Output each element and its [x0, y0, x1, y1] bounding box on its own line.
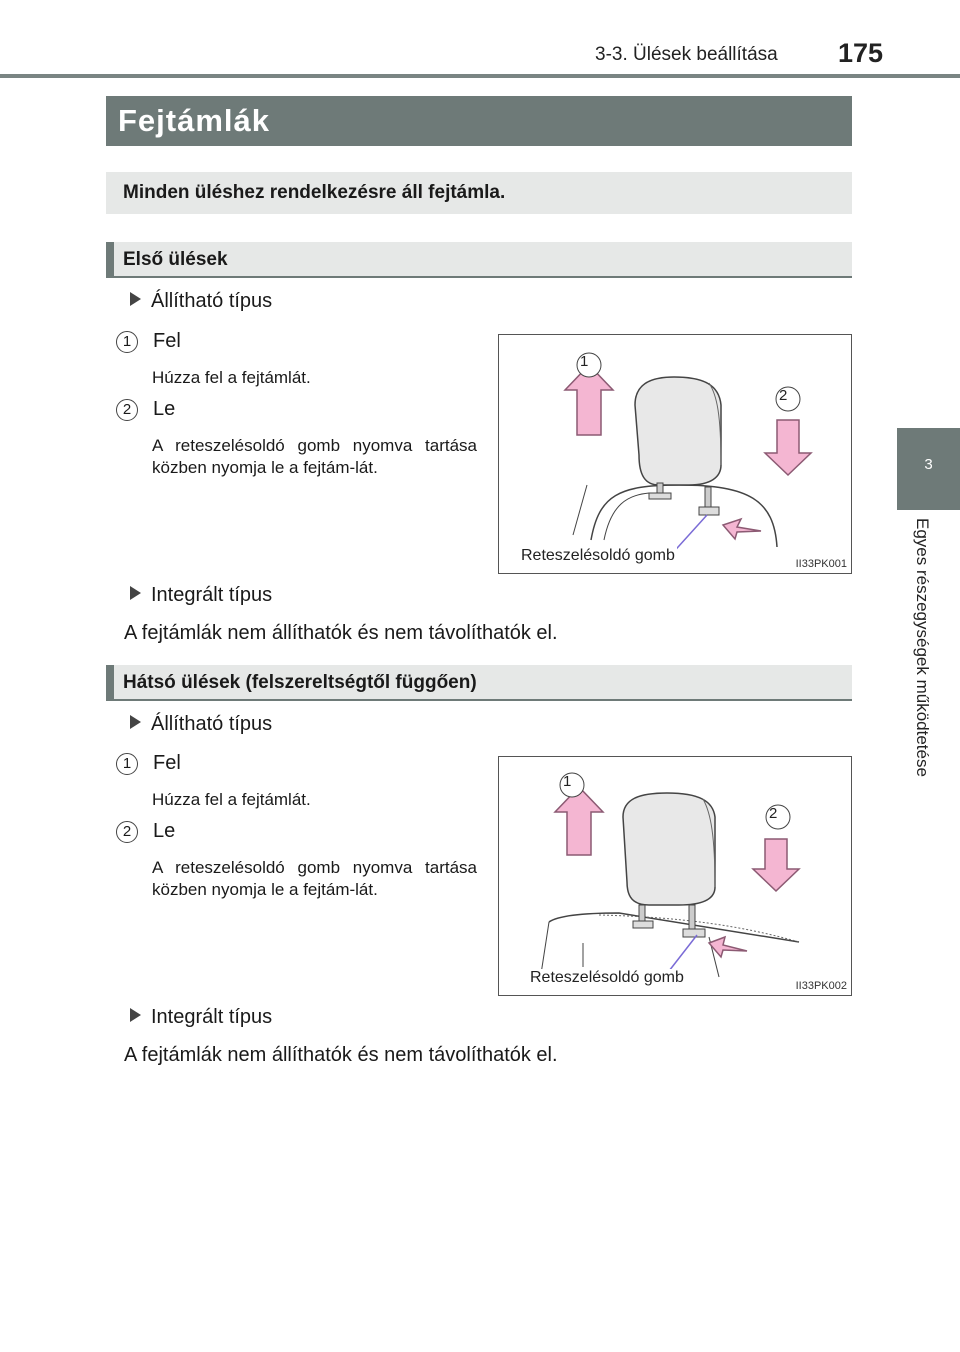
- triangle-bullet-icon: [130, 1008, 141, 1022]
- chapter-title: Egyes részegységek működtetése: [913, 518, 932, 777]
- front-integrated-label: Integrált típus: [151, 584, 273, 606]
- intro-text: Minden üléshez rendelkezésre áll fejtámla.: [106, 172, 852, 214]
- front-integrated-bullet: [130, 584, 272, 607]
- front-figure-num1: 1: [580, 353, 589, 370]
- rear-step2-label: Le: [153, 820, 176, 842]
- heading-bar: [106, 242, 114, 276]
- rear-headrest-illustration: [499, 757, 852, 996]
- triangle-bullet-icon: [130, 292, 141, 306]
- rear-headrest-figure: [498, 756, 852, 996]
- rear-figure-num2: 2: [769, 805, 778, 822]
- rear-figure-caption: Reteszelésoldó gomb: [530, 969, 684, 986]
- header-rule: [0, 74, 960, 78]
- front-headrest-figure: [498, 334, 852, 574]
- chapter-number: 3: [924, 456, 933, 473]
- page-number: 175: [838, 38, 884, 68]
- front-step1-label: Fel: [153, 330, 181, 352]
- rear-integrated-text: A fejtámlák nem állíthatók és nem távolíthatók el.: [124, 1044, 558, 1066]
- page-title: Fejtámlák: [106, 96, 852, 146]
- front-seats-heading-text: Első ülések: [123, 249, 228, 270]
- triangle-bullet-icon: [130, 586, 141, 600]
- rear-step1-desc: Húzza fel a fejtámlát.: [152, 790, 311, 809]
- front-adjustable-bullet: [130, 290, 272, 313]
- rear-step2-desc: A reteszelésoldó gomb nyomva tartása közben nyomja le a fejtám-lát.: [152, 858, 477, 899]
- heading-bar: [106, 665, 114, 699]
- rear-figure-num1: 1: [563, 773, 572, 790]
- front-step2-label: Le: [153, 398, 176, 420]
- rear-integrated-label: Integrált típus: [151, 1006, 273, 1028]
- front-figure-code: II33PK001: [795, 558, 847, 570]
- rear-adjustable-label: Állítható típus: [151, 713, 273, 735]
- front-headrest-illustration: [499, 335, 852, 574]
- rear-step1-label: Fel: [153, 752, 181, 774]
- front-step2-number: 2: [116, 399, 138, 421]
- rear-adjustable-bullet: [130, 713, 272, 736]
- chapter-tab: [897, 428, 960, 510]
- front-step1-number: 1: [116, 331, 138, 353]
- front-step2-desc: A reteszelésoldó gomb nyomva tartása közben nyomja le a fejtám-lát.: [152, 436, 477, 477]
- front-seats-heading: [106, 242, 852, 278]
- front-figure-caption: Reteszelésoldó gomb: [521, 547, 675, 564]
- rear-step2-number: 2: [116, 821, 138, 843]
- front-adjustable-label: Állítható típus: [151, 290, 273, 312]
- rear-seats-heading: [106, 665, 852, 701]
- rear-figure-code: II33PK002: [795, 980, 847, 992]
- rear-seats-heading-text: Hátsó ülések (felszereltségtől függően): [123, 672, 477, 693]
- front-integrated-text: A fejtámlák nem állíthatók és nem távolíthatók el.: [124, 622, 558, 644]
- front-step1-desc: Húzza fel a fejtámlát.: [152, 368, 311, 387]
- running-head: 3-3. Ülések beállítása: [595, 44, 778, 65]
- triangle-bullet-icon: [130, 715, 141, 729]
- rear-step1-number: 1: [116, 753, 138, 775]
- rear-integrated-bullet: [130, 1006, 272, 1029]
- front-figure-num2: 2: [779, 387, 788, 404]
